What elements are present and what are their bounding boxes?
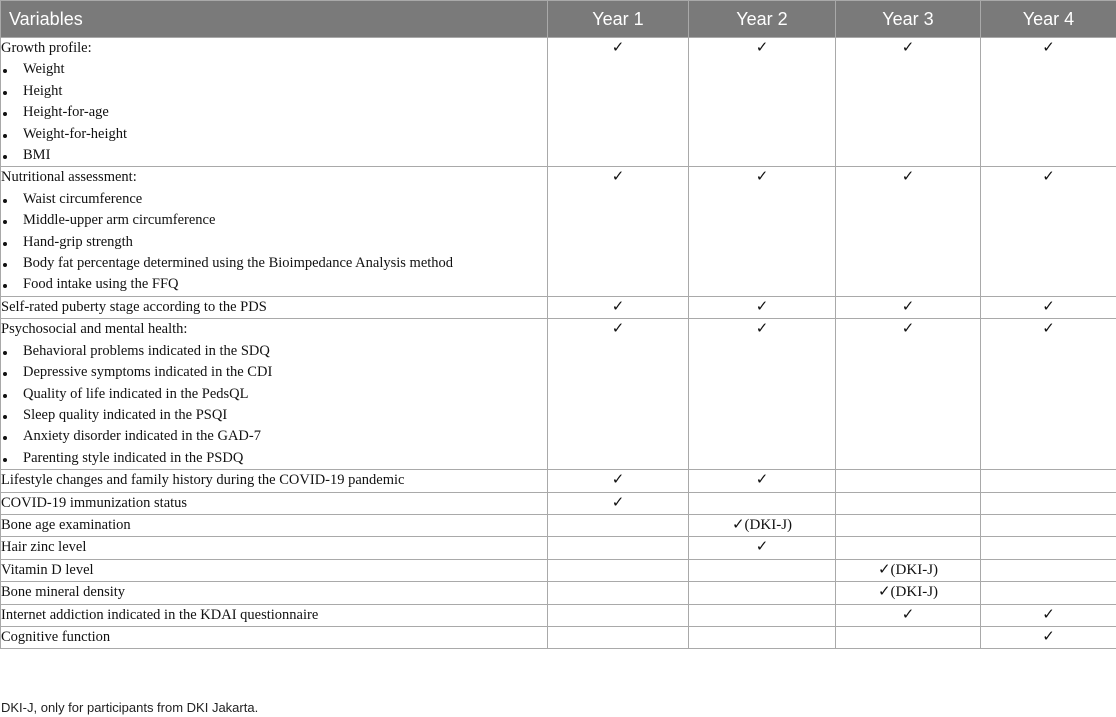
year-1-cell <box>548 537 689 559</box>
table-row <box>1 492 1116 514</box>
year-4-cell <box>981 470 1116 492</box>
variable-heading: Bone mineral density <box>1 584 126 601</box>
year-1-cell: ✓ <box>548 296 689 318</box>
table-body <box>1 38 1116 649</box>
header-year-3: Year 3 <box>836 1 981 38</box>
year-3-cell <box>836 537 981 559</box>
variable-cell <box>1 582 548 604</box>
year-1-cell: ✓ <box>548 492 689 514</box>
year-3-cell: ✓(DKI-J) <box>836 582 981 604</box>
year-2-cell <box>689 559 836 581</box>
year-1-cell <box>548 582 689 604</box>
variable-heading: Bone age examination <box>1 516 131 533</box>
variable-heading: Nutritional assessment: <box>1 169 137 186</box>
list-item: Food intake using the FFQ <box>1 274 547 295</box>
variable-list <box>1 189 547 296</box>
year-3-cell: ✓ <box>836 319 981 470</box>
year-2-cell <box>689 492 836 514</box>
year-4-cell <box>981 492 1116 514</box>
variable-heading: COVID-19 immunization status <box>1 494 188 511</box>
list-item: Height-for-age <box>1 102 547 123</box>
footnote: DKI-J, only for participants from DKI Jakarta. <box>1 700 259 715</box>
year-3-cell <box>836 626 981 648</box>
variable-cell <box>1 537 548 559</box>
variable-list <box>1 341 547 469</box>
variable-heading: Vitamin D level <box>1 561 94 578</box>
list-item: Behavioral problems indicated in the SDQ <box>1 341 547 362</box>
variable-heading: Psychosocial and mental health: <box>1 321 188 338</box>
table-row <box>1 470 1116 492</box>
list-item: Waist circumference <box>1 189 547 210</box>
year-4-cell: ✓ <box>981 604 1116 626</box>
variable-heading: Lifestyle changes and family history during the COVID-19 pandemic <box>1 472 405 489</box>
table-row <box>1 514 1116 536</box>
year-4-cell: ✓ <box>981 319 1116 470</box>
list-item: Hand-grip strength <box>1 232 547 253</box>
list-item: Depressive symptoms indicated in the CDI <box>1 362 547 383</box>
year-1-cell <box>548 514 689 536</box>
year-4-cell <box>981 514 1116 536</box>
variable-cell <box>1 626 548 648</box>
year-2-cell: ✓ <box>689 470 836 492</box>
year-4-cell: ✓ <box>981 38 1116 167</box>
list-item: Sleep quality indicated in the PSQI <box>1 405 547 426</box>
year-4-cell: ✓ <box>981 626 1116 648</box>
variable-cell <box>1 296 548 318</box>
list-item: Height <box>1 81 547 102</box>
table-row <box>1 537 1116 559</box>
header-year-4: Year 4 <box>981 1 1116 38</box>
variable-heading: Growth profile: <box>1 40 92 56</box>
table-row <box>1 38 1116 167</box>
list-item: Weight <box>1 59 547 80</box>
variable-heading: Self-rated puberty stage according to the PDS <box>1 298 267 315</box>
variable-cell <box>1 167 548 296</box>
year-4-cell <box>981 582 1116 604</box>
list-item: BMI <box>1 145 547 166</box>
year-4-cell <box>981 559 1116 581</box>
year-2-cell: ✓ <box>689 296 836 318</box>
year-3-cell: ✓ <box>836 167 981 296</box>
variable-cell <box>1 492 548 514</box>
header-year-1: Year 1 <box>548 1 689 38</box>
year-1-cell <box>548 559 689 581</box>
year-3-cell: ✓ <box>836 604 981 626</box>
list-item: Anxiety disorder indicated in the GAD-7 <box>1 426 547 447</box>
year-2-cell: ✓ <box>689 38 836 167</box>
variable-cell <box>1 319 548 470</box>
table-row <box>1 626 1116 648</box>
table-row <box>1 167 1116 296</box>
variable-cell <box>1 514 548 536</box>
year-3-cell: ✓(DKI-J) <box>836 559 981 581</box>
year-1-cell <box>548 626 689 648</box>
year-2-cell: ✓(DKI-J) <box>689 514 836 536</box>
year-2-cell: ✓ <box>689 167 836 296</box>
year-2-cell: ✓ <box>689 537 836 559</box>
variable-cell <box>1 38 548 167</box>
year-2-cell <box>689 604 836 626</box>
variable-heading: Hair zinc level <box>1 539 87 556</box>
year-1-cell <box>548 604 689 626</box>
table-row <box>1 559 1116 581</box>
list-item: Parenting style indicated in the PSDQ <box>1 448 547 469</box>
year-1-cell: ✓ <box>548 319 689 470</box>
year-3-cell: ✓ <box>836 38 981 167</box>
variable-heading: Cognitive function <box>1 628 111 645</box>
table-row <box>1 582 1116 604</box>
year-1-cell: ✓ <box>548 167 689 296</box>
year-2-cell <box>689 582 836 604</box>
year-2-cell: ✓ <box>689 319 836 470</box>
variable-cell <box>1 470 548 492</box>
variable-cell <box>1 559 548 581</box>
list-item: Middle-upper arm circumference <box>1 210 547 231</box>
year-2-cell <box>689 626 836 648</box>
table-row <box>1 319 1116 470</box>
variable-list <box>1 59 547 166</box>
header-variables: Variables <box>1 1 548 38</box>
year-4-cell: ✓ <box>981 296 1116 318</box>
table-row <box>1 296 1116 318</box>
year-3-cell: ✓ <box>836 296 981 318</box>
variable-heading: Internet addiction indicated in the KDAI questionnaire <box>1 606 319 623</box>
year-1-cell: ✓ <box>548 470 689 492</box>
header-row <box>1 1 1116 38</box>
variable-cell <box>1 604 548 626</box>
year-1-cell: ✓ <box>548 38 689 167</box>
year-3-cell <box>836 514 981 536</box>
list-item: Weight-for-height <box>1 124 547 145</box>
list-item: Body fat percentage determined using the Bioimpedance Analysis method <box>1 253 547 274</box>
table-row <box>1 604 1116 626</box>
year-4-cell: ✓ <box>981 167 1116 296</box>
header-year-2: Year 2 <box>689 1 836 38</box>
year-3-cell <box>836 492 981 514</box>
year-4-cell <box>981 537 1116 559</box>
year-3-cell <box>836 470 981 492</box>
list-item: Quality of life indicated in the PedsQL <box>1 384 547 405</box>
